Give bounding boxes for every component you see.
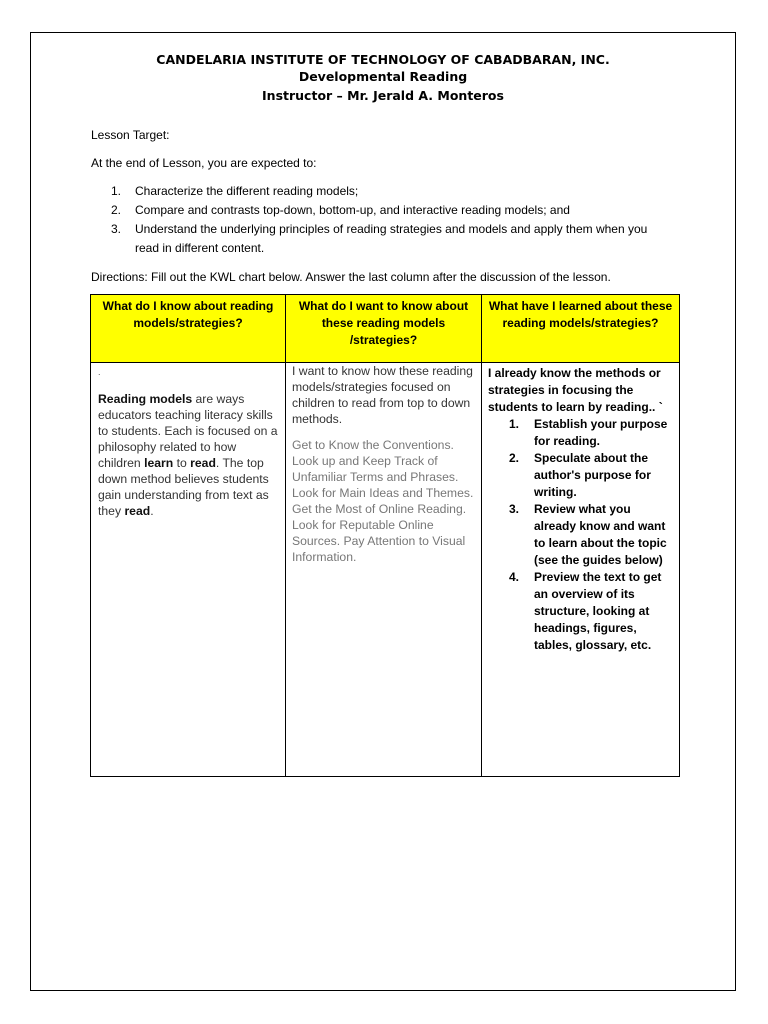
term-read: read (190, 456, 216, 470)
objective-text: Understand the underlying principles of reading strategies and models and apply them when you read in different content. (135, 222, 648, 255)
term-learn: learn (144, 456, 174, 470)
step-number: 4. (509, 570, 520, 584)
kwl-cell-know[interactable] (91, 363, 286, 777)
lesson-intro: At the end of Lesson, you are expected to: (91, 156, 317, 170)
objectives-list (111, 182, 671, 258)
step-text: Speculate about the author's purpose for writing. (534, 451, 651, 499)
school-name: CANDELARIA INSTITUTE OF TECHNOLOGY OF CABADBARAN, INC. (156, 52, 610, 67)
step-number: 2. (509, 451, 520, 465)
kwl-cell-want[interactable] (286, 363, 482, 777)
directions-text: Directions: Fill out the KWL chart below. Answer the last column after the discussion of the lesson. (91, 270, 611, 284)
kwl-header-want: What do I want to know about these reading models /strategies? (286, 295, 482, 363)
subject-title: Developmental Reading (298, 69, 468, 84)
step-text: Review what you already know and want to learn about the topic (see the guides below) (534, 502, 667, 567)
objective-item (111, 220, 671, 258)
kwl-header-know: What do I know about reading models/strategies? (91, 295, 286, 363)
objective-text: Compare and contrasts top-down, bottom-up, and interactive reading models; and (135, 203, 570, 217)
objective-item (111, 201, 671, 220)
strategy-steps (488, 416, 675, 654)
want-intro: I want to know how these reading models/strategies focused on children to read from top to down methods. (292, 364, 473, 426)
strategy-step (488, 501, 675, 569)
term-reading-models: Reading models (98, 392, 193, 406)
learned-intro: I already know the methods or strategies in focusing the students to learn by reading.. ` (488, 366, 663, 414)
answer-text: . (150, 504, 154, 518)
kwl-answer-row (91, 363, 680, 777)
objective-number: 3. (111, 222, 122, 236)
step-number: 1. (509, 417, 520, 431)
strategy-step (488, 569, 675, 654)
term-read: read (124, 504, 151, 518)
strategy-step (488, 416, 675, 450)
objective-item (111, 182, 671, 201)
kwl-header-learned: What have I learned about these reading models/strategies? (482, 295, 680, 363)
objective-text: Characterize the different reading models; (135, 184, 359, 198)
kwl-cell-learned[interactable] (482, 363, 680, 777)
objective-number: 2. (111, 203, 122, 217)
step-text: Establish your purpose for reading. (534, 417, 668, 448)
answer-text: are ways educators teaching literacy skills to students. Each is focused on a philosophy related to how children (98, 392, 278, 470)
bullet-dot: . (98, 367, 101, 377)
objective-number: 1. (111, 184, 122, 198)
kwl-chart (90, 294, 680, 777)
instructor-line: Instructor – Mr. Jerald A. Monteros (262, 88, 504, 103)
strategy-step (488, 450, 675, 501)
step-number: 3. (509, 502, 520, 516)
lesson-target-label: Lesson Target: (91, 128, 170, 142)
answer-text: . The top down method believes students gain understanding from text as they (98, 456, 269, 518)
step-text: Preview the text to get an overview of its structure, looking at headings, figures, tables, glossary, etc. (534, 570, 662, 652)
reading-tips: Get to Know the Conventions. Look up and Keep Track of Unfamiliar Terms and Phrases. Look for Main Ideas and Themes. Get the Most of Online Reading. Look for Reputable Online Sources. Pay Attention to Visual Information. (292, 438, 474, 564)
answer-text: to (173, 456, 191, 470)
kwl-header-row (91, 295, 680, 363)
